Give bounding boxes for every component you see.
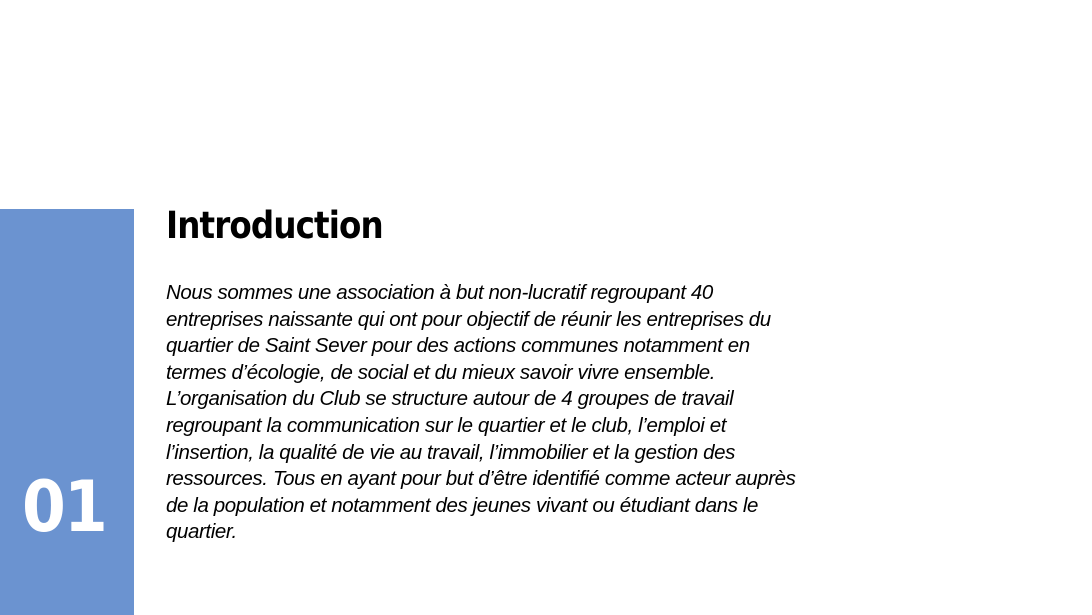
intro-paragraph	[166, 280, 795, 546]
paragraph-line: entreprises naissante qui ont pour objectif de réunir les entreprises du	[166, 307, 771, 331]
paragraph-line: quartier de Saint Sever pour des actions communes notamment en	[166, 334, 750, 358]
section-accent-block	[0, 209, 134, 615]
paragraph-line: L’organisation du Club se structure autour de 4 groupes de travail	[166, 387, 734, 411]
paragraph-line: de la population et notamment des jeunes vivant ou étudiant dans le	[166, 493, 759, 517]
paragraph-line: quartier.	[166, 520, 237, 544]
paragraph-line: regroupant la communication sur le quartier et le club, l’emploi et	[166, 413, 727, 437]
section-number: 01	[22, 466, 107, 548]
paragraph-line: ressources. Tous en ayant pour but d’être identifié comme acteur auprès	[166, 467, 796, 491]
page-title: Introduction	[166, 204, 383, 247]
paragraph-line: Nous sommes une association à but non-lucratif regroupant 40	[166, 281, 713, 304]
paragraph-line: l’insertion, la qualité de vie au travail, l’immobilier et la gestion des	[166, 440, 736, 464]
paragraph-line: termes d’écologie, de social et du mieux savoir vivre ensemble.	[166, 360, 716, 384]
